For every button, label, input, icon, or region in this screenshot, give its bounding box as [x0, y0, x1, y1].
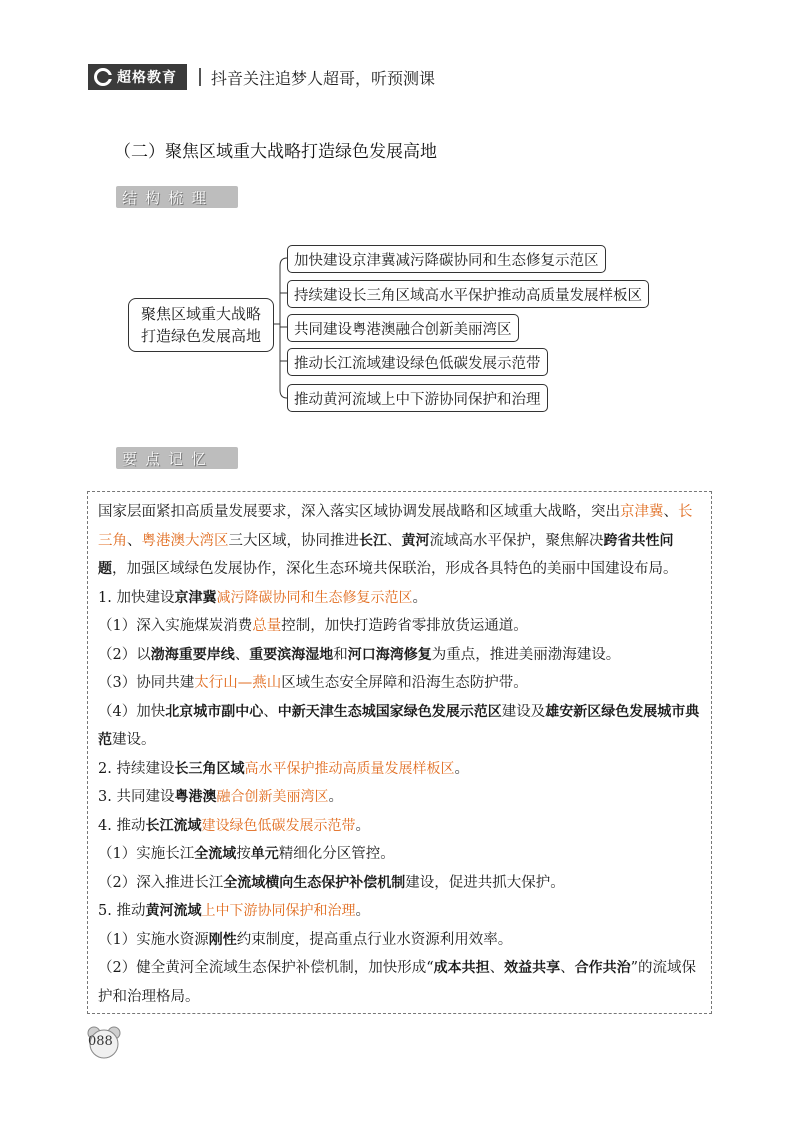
bold: 黄河 — [401, 532, 430, 549]
section-title: （二）聚焦区域重大战略打造绿色发展高地 — [114, 142, 437, 162]
highlight: 减污降碳协同和生态修复示范区 — [216, 589, 413, 606]
text: （1）深入实施煤炭消费 — [98, 618, 253, 634]
bold: 粤港澳 — [174, 789, 217, 805]
points-tag: 要点记忆 — [116, 447, 238, 469]
text: 区域生态安全屏障和沿海生态防护带。 — [281, 675, 528, 691]
text: （4）加快 — [98, 703, 166, 720]
page-number: 088 — [88, 1034, 113, 1049]
highlight: 融合创新美丽湾区 — [216, 789, 329, 805]
highlight: 太行山—燕山 — [194, 675, 282, 691]
highlight: 高水平保护推动高质量发展样板区 — [244, 760, 455, 777]
tree-root-node — [128, 298, 274, 352]
tree-branch-4: 推动长江流域建设绿色低碳发展示范带 — [287, 348, 548, 376]
bold: 单元 — [250, 846, 279, 862]
bold: 黄河流域 — [145, 903, 202, 919]
text: 精细化分区管控。 — [278, 846, 395, 862]
text: 5. 推动 — [98, 903, 146, 919]
point-2 — [98, 755, 701, 784]
text: 建设，促进共抓大保护。 — [405, 874, 565, 891]
text: 。 — [355, 903, 370, 919]
bold: 雄安新区绿色发展城市典范 — [98, 703, 700, 748]
bold: 合作共治 — [574, 960, 631, 976]
bold: 渤海重要岸线 — [150, 646, 235, 663]
header-text: 抖音关注追梦人超哥，听预测课 — [211, 68, 436, 88]
structure-tag: 结构梳理 — [116, 186, 238, 208]
point-1-2 — [98, 641, 701, 670]
highlight: 总量 — [252, 618, 282, 634]
tree-root-line1: 聚焦区域重大战略 — [140, 305, 261, 323]
bold: 长江流域 — [145, 817, 202, 834]
text: 为重点，推进美丽渤海建设。 — [431, 646, 621, 663]
bold: 效益共享 — [504, 960, 561, 976]
point-4-1 — [98, 840, 701, 869]
text: （2）以 — [98, 646, 151, 663]
text: 、 — [560, 960, 575, 976]
text: 三大区域，协同推进 — [228, 532, 359, 549]
point-3 — [98, 783, 701, 812]
text: 。 — [328, 789, 343, 805]
point-1-1 — [98, 612, 701, 641]
text: 和 — [333, 646, 348, 663]
highlight: 长三角 — [98, 504, 693, 549]
highlight: 建设绿色低碳发展示范带 — [201, 817, 356, 834]
text: 2. 持续建设 — [98, 760, 175, 777]
point-4-2 — [98, 869, 701, 898]
text: 1. 加快建设 — [98, 589, 175, 606]
text: ”的流域保护和治理格局。 — [98, 960, 697, 1005]
text: 。 — [355, 817, 370, 834]
bold: 京津冀 — [174, 589, 217, 606]
text: （2）深入推进长江 — [98, 874, 224, 891]
bold: 重要滨海湿地 — [249, 646, 334, 663]
highlight: 上中下游协同保护和治理 — [201, 903, 356, 919]
text: 、 — [127, 532, 142, 549]
text: 、 — [387, 532, 402, 549]
tree-branch-5: 推动黄河流域上中下游协同保护和治理 — [287, 384, 548, 412]
text: 、 — [489, 960, 505, 976]
point-5-2 — [98, 954, 701, 1011]
text: 约束制度，提高重点行业水资源利用效率。 — [236, 931, 513, 948]
point-5-1 — [98, 926, 701, 955]
text: （1）实施长江 — [98, 846, 195, 862]
text: 3. 共同建设 — [98, 789, 175, 805]
text: ，加强区域绿色发展协作，深化生态环境共保联治，形成各具特色的美丽中国建设布局。 — [112, 561, 678, 577]
bold: 长三角区域 — [174, 760, 245, 777]
point-5 — [98, 897, 701, 926]
text: 、 — [663, 504, 678, 520]
bold: 跨省共性问题 — [98, 532, 674, 577]
point-1 — [98, 584, 701, 613]
bold: 全流域 — [194, 846, 237, 862]
tree-branch-3: 共同建设粤港澳融合创新美丽湾区 — [287, 314, 519, 342]
highlight: 粤港澳大湾区 — [141, 532, 229, 549]
text: 。 — [412, 589, 427, 606]
bold: 全流域横向生态保护补偿机制 — [223, 874, 406, 891]
bold: 北京城市副中心 — [165, 703, 264, 720]
point-1-4 — [98, 698, 701, 755]
key-points-box — [87, 491, 712, 1014]
text: 按 — [236, 846, 251, 862]
text: 控制，加快打造跨省零排放货运通道。 — [281, 618, 528, 634]
text: 建设。 — [112, 732, 156, 748]
text: 流域高水平保护，聚焦解决 — [429, 532, 604, 549]
text: 。 — [454, 760, 469, 777]
branch-spine — [280, 258, 287, 398]
tree-root-line2: 打造绿色发展高地 — [140, 327, 261, 345]
logo-text: 超格教育 — [117, 70, 177, 86]
bold: 成本共担 — [433, 960, 490, 976]
point-4 — [98, 812, 701, 841]
text: 建设及 — [501, 703, 546, 720]
text: 国家层面紧扣高质量发展要求，深入落实区域协调发展战略和区域重大战略，突出 — [98, 504, 620, 520]
text: （1）实施水资源 — [98, 931, 209, 948]
intro-paragraph — [98, 498, 701, 584]
bold: 中新天津生态城国家绿色发展示范区 — [277, 703, 502, 720]
bold: 刚性 — [208, 931, 237, 948]
highlight: 京津冀 — [620, 504, 664, 520]
tree-branch-1: 加快建设京津冀减污降碳协同和生态修复示范区 — [287, 245, 606, 273]
text: 、 — [263, 703, 278, 720]
text: 、 — [234, 646, 250, 663]
text: 4. 推动 — [98, 817, 146, 834]
text: （3）协同共建 — [98, 675, 195, 691]
text: （2）健全黄河全流域生态保护补偿机制，加快形成“ — [98, 960, 434, 976]
point-1-3 — [98, 669, 701, 698]
bold: 河口海湾修复 — [347, 646, 432, 663]
tree-branch-2: 持续建设长三角区域高水平保护推动高质量发展样板区 — [287, 280, 649, 308]
bold: 长江 — [359, 532, 387, 549]
